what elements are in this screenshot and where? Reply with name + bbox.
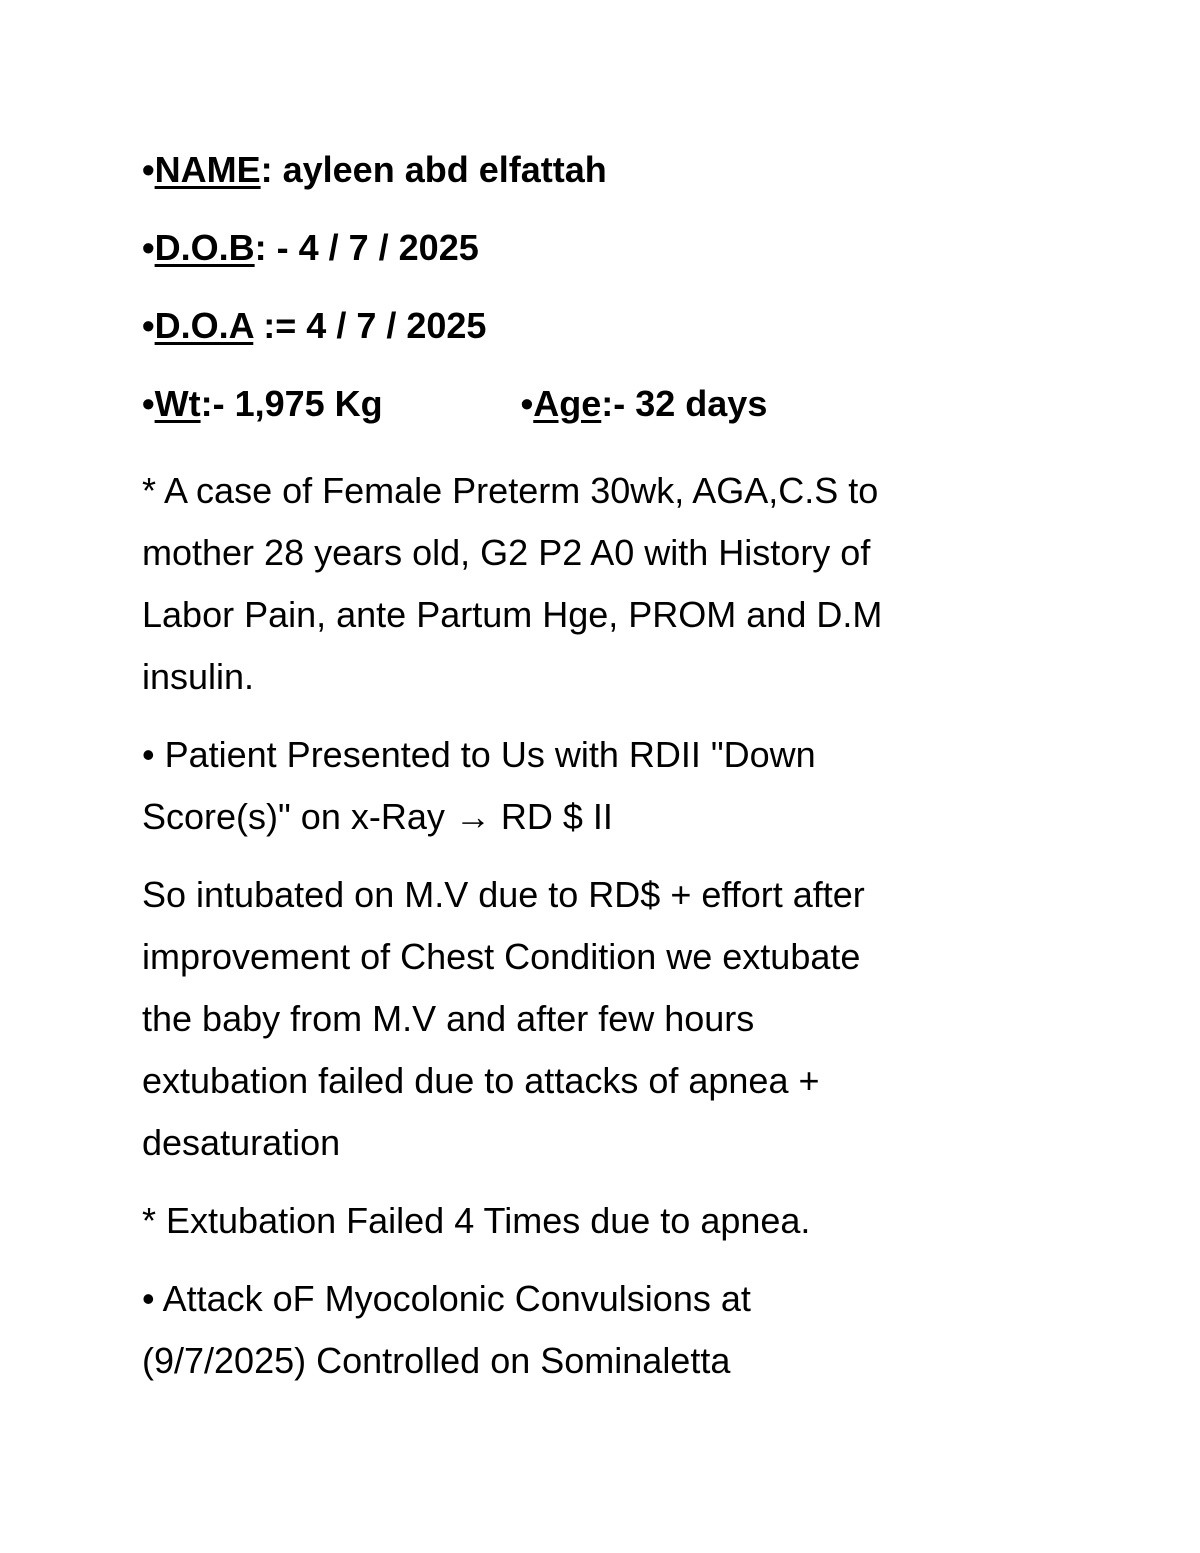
paragraph-line: insulin.: [142, 656, 255, 697]
weight-label: Wt: [154, 383, 201, 424]
paragraph-line: (9/7/2025) Controlled on Sominaletta: [142, 1340, 731, 1381]
intubation-paragraph: [142, 864, 1042, 1174]
bullet-icon: •: [142, 149, 155, 190]
doa-field: [142, 304, 1042, 348]
paragraph-line: • Attack oF Myocolonic Convulsions at: [142, 1278, 751, 1319]
document-page: [142, 148, 1042, 1408]
doa-label: D.O.A: [154, 305, 254, 346]
weight-field: [142, 383, 383, 424]
paragraph-line: • Patient Presented to Us with RDII "Down: [142, 734, 816, 775]
paragraph-line: Score(s)" on x-Ray → RD $ II: [142, 796, 613, 837]
presentation-paragraph: [142, 724, 1042, 848]
paragraph-line: mother 28 years old, G2 P2 A0 with History of: [142, 532, 871, 573]
paragraph-line: the baby from M.V and after few hours: [142, 998, 755, 1039]
paragraph-line: Labor Pain, ante Partum Hge, PROM and D.M: [142, 594, 883, 635]
doa-separator: :=: [253, 305, 307, 346]
dob-value: 4 / 7 / 2025: [298, 227, 479, 268]
case-paragraph: [142, 460, 1042, 708]
bullet-icon: •: [142, 227, 155, 268]
name-value: ayleen abd elfattah: [282, 149, 607, 190]
doa-value: 4 / 7 / 2025: [306, 305, 487, 346]
name-label: NAME: [154, 149, 261, 190]
age-label: Age: [533, 383, 602, 424]
name-separator: :: [260, 149, 283, 190]
paragraph-line: So intubated on M.V due to RD$ + effort after: [142, 874, 865, 915]
name-field: [142, 148, 1042, 192]
paragraph-line: extubation failed due to attacks of apnea +: [142, 1060, 820, 1101]
dob-separator: : -: [254, 227, 299, 268]
bullet-icon: •: [142, 383, 155, 424]
paragraph-line: desaturation: [142, 1122, 341, 1163]
dob-field: [142, 226, 1042, 270]
weight-value: 1,975 Kg: [234, 383, 383, 424]
age-value: 32 days: [635, 383, 768, 424]
bullet-icon: •: [142, 305, 155, 346]
paragraph-line: improvement of Chest Condition we extubate: [142, 936, 861, 977]
age-separator: :-: [601, 383, 636, 424]
convulsion-paragraph: [142, 1268, 1042, 1392]
paragraph-line: * Extubation Failed 4 Times due to apnea.: [142, 1200, 811, 1241]
bullet-icon: •: [520, 383, 534, 424]
weight-age-row: [142, 382, 1042, 426]
weight-separator: :-: [200, 383, 235, 424]
paragraph-line: * A case of Female Preterm 30wk, AGA,C.S to: [142, 470, 879, 511]
age-field: [521, 383, 768, 424]
extubation-paragraph: [142, 1190, 1042, 1252]
dob-label: D.O.B: [154, 227, 255, 268]
